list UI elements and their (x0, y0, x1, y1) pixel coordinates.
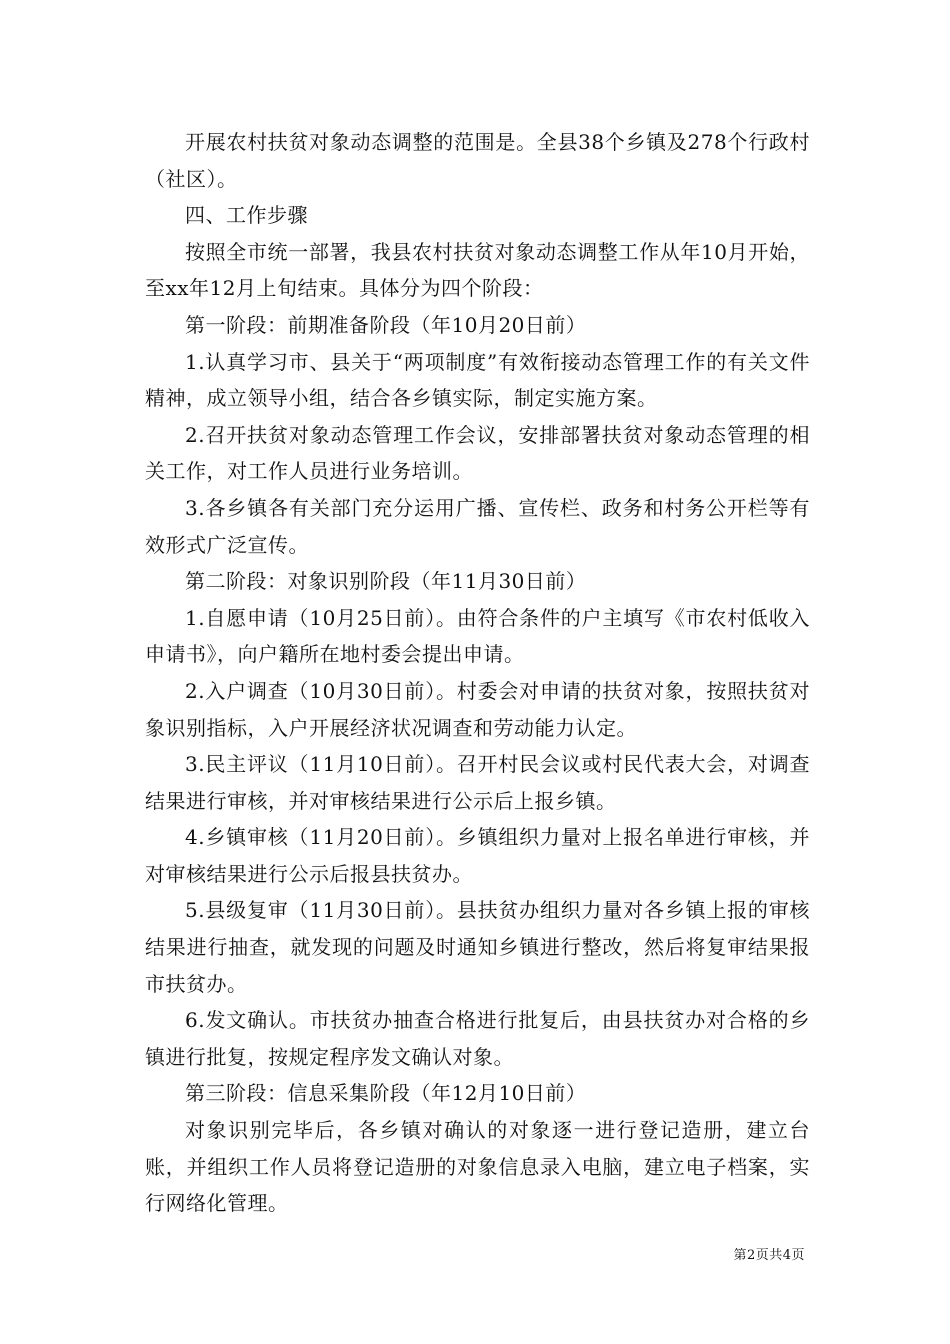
paragraph-stage-one-item-1: 1.认真学习市、县关于“两项制度”有效衔接动态管理工作的有关文件精神，成立领导小组，结合各乡镇实际，制定实施方案。 (145, 349, 810, 411)
heading-stage-two: 第二阶段：对象识别阶段（年11月30日前） (185, 569, 587, 594)
heading-stage-one: 第一阶段：前期准备阶段（年10月20日前） (185, 312, 587, 337)
page-number-footer: 第2页共4页 (733, 1248, 805, 1263)
paragraph-stage-two-item-1: 1.自愿申请（10月25日前）。由符合条件的户主填写《市农村低收入申请书》，向户籍所在地村委会提出申请。 (145, 605, 810, 667)
paragraph-stage-two-item-4: 4.乡镇审核（11月20日前）。乡镇组织力量对上报名单进行审核，并对审核结果进行公示后报县扶贫办。 (145, 825, 810, 886)
paragraph-stage-three: 对象识别完毕后，各乡镇对确认的对象逐一进行登记造册，建立台账，并组织工作人员将登记造册的对象信息录入电脑，建立电子档案，实行网络化管理。 (145, 1118, 810, 1216)
heading-work-steps: 四、工作步骤 (185, 203, 308, 228)
paragraph-stage-one-item-2: 2.召开扶贫对象动态管理工作会议，安排部署扶贫对象动态管理的相关工作，对工作人员进行业务培训。 (145, 422, 810, 484)
paragraph-stage-two-item-2: 2.入户调查（10月30日前）。村委会对申请的扶贫对象，按照扶贫对象识别指标，入户开展经济状况调查和劳动能力认定。 (145, 678, 810, 740)
paragraph-stage-two-item-3: 3.民主评议（11月10日前）。召开村民会议或村民代表大会，对调查结果进行审核，并对审核结果进行公示后上报乡镇。 (145, 752, 810, 813)
paragraph-schedule: 按照全市统一部署，我县农村扶贫对象动态调整工作从年10月开始，至xx年12月上旬结束。具体分为四个阶段： (145, 239, 810, 301)
document-body (145, 124, 810, 1222)
paragraph-scope: 开展农村扶贫对象动态调整的范围是。全县38个乡镇及278个行政村（社区）。 (145, 130, 810, 191)
heading-stage-three: 第三阶段：信息采集阶段（年12月10日前） (185, 1081, 587, 1106)
paragraph-stage-one-item-3: 3.各乡镇各有关部门充分运用广播、宣传栏、政务和村务公开栏等有效形式广泛宣传。 (145, 495, 810, 557)
paragraph-stage-two-item-5: 5.县级复审（11月30日前）。县扶贫办组织力量对各乡镇上报的审核结果进行抽查，就发现的问题及时通知乡镇进行整改，然后将复审结果报市扶贫办。 (145, 898, 810, 996)
paragraph-stage-two-item-6: 6.发文确认。市扶贫办抽查合格进行批复后，由县扶贫办对合格的乡镇进行批复，按规定程序发文确认对象。 (145, 1008, 810, 1069)
